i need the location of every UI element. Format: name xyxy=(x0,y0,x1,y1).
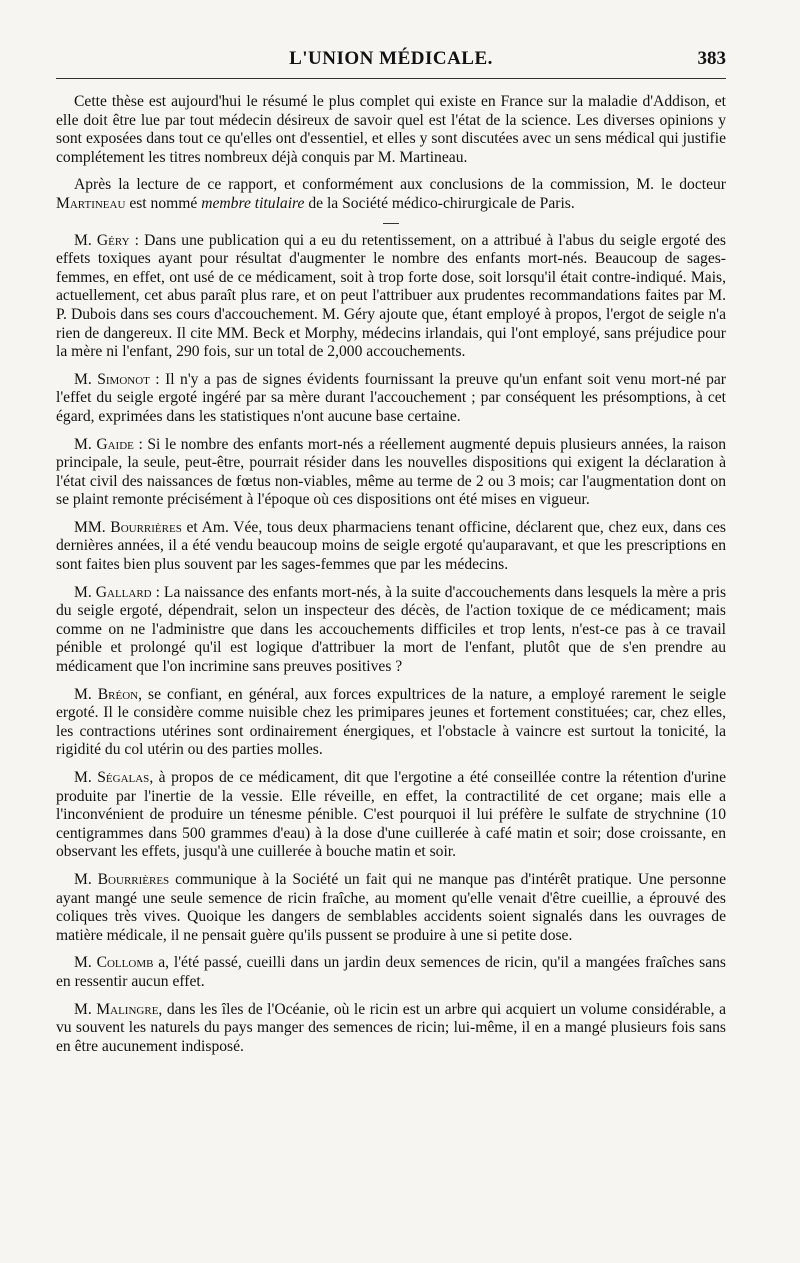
speaker-name: M. Géry xyxy=(74,231,130,249)
speaker-name: M. Gaide xyxy=(74,435,134,453)
paragraph-gery: M. Géry : Dans une publication qui a eu du retentissement, on a attribué à l'abus du seigle ergoté des effets toxiques ayant pour résultat d'augmenter le nombre des enfants mort-nés. Beaucoup de sages-femmes, en effet, ont usé de ce médicament, soit à trop forte dose, soit lorsqu'il était contre-indiqué. Mais, actuellement, cet abus paraît plus rare, et on peut l'attribuer aux prudentes recommandations faites par M. P. Dubois dans ses cours d'accouchement. M. Géry ajoute que, étant employé à propos, l'ergot de seigle n'a rien de dangereux. Il cite MM. Beck et Morphy, médecins irlandais, qui l'ont employé, sans préjudice pour la mère ni l'enfant, 290 fois, sur un total de 2,000 accouchements. xyxy=(56,231,726,361)
paragraph-nomination: Après la lecture de ce rapport, et conformément aux conclusions de la commission, M. le docteur Martineau est nommé membre titulaire de la Société médico-chirurgicale de Paris. xyxy=(56,176,726,212)
speaker-name: M. Gallard xyxy=(74,583,152,601)
paragraph-segalas: M. Ségalas, à propos de ce médicament, dit que l'ergotine a été conseillée contre la rétention d'urine produite par l'inertie de la vessie. Elle réveille, en effet, la contractilité de cet organe; mais elle a l'inconvénient de produire un ténesme pénible. C'est pourquoi il lui préfère le sulfate de strychnine (10 centigrammes dans 500 grammes d'eau) à la dose d'une cuillerée à café matin et soir; dose croissante, en observant les effets, jusqu'à une cuillerée à bouche matin et soir. xyxy=(56,769,727,861)
speaker-name: MM. Bourrières xyxy=(74,518,182,536)
speaker-name: Martineau xyxy=(56,194,126,212)
paragraph-bourrieres-ricin: M. Bourrières communique à la Société un fait qui ne manque pas d'intérêt pratique. Une personne ayant mangé une seule semence de ricin fraîche, au moment qu'elle venait d'être cueillie, a éprouvé des coliques très vives. Quoique les dangers de semblables accidents soient signalés dans les ouvrages de matière médicale, il ne pensait guère qu'ils pussent se produire à une si petite dose. xyxy=(56,870,727,944)
speaker-name: M. Ségalas xyxy=(74,769,150,786)
paragraph-collomb: M. Collomb a, l'été passé, cueilli dans un jardin deux semences de ricin, qu'il a mangées fraîches sans en ressentir aucun effet. xyxy=(56,954,726,990)
speaker-name: M. Bourrières xyxy=(74,870,170,888)
speaker-name: M. Bréon xyxy=(74,685,139,703)
running-title: L'UNION MÉDICALE. xyxy=(289,48,493,69)
paragraph-simonot: M. Simonot : Il n'y a pas de signes évidents fournissant la preuve qu'un enfant soit venu mort-né par l'effet du seigle ergoté ingéré par sa mère durant l'accouchement ; par conséquent les présomptions, à cet égard, exprimées dans les statistiques n'ont aucune base certaine. xyxy=(56,370,726,425)
page-header xyxy=(56,42,726,70)
paragraph-thesis-summary: Cette thèse est aujourd'hui le résumé le plus complet qui existe en France sur la maladie d'Addison, et elle doit être lue par tout médecin désireux de savoir quel est l'état de la science. Les diverses opinions y sont exposées dans tout ce qu'elles ont d'essentiel, et elles y sont discutées avec un sens médical qui justifie complétement les titres nombreux déjà conquis par M. Martineau. xyxy=(56,93,726,166)
paragraph-malingre: M. Malingre, dans les îles de l'Océanie, où le ricin est un arbre qui acquiert un volume considérable, a vu souvent les naturels du pays manger des semences de ricin; lui-même, il en a mangé plusieurs fois sans en être aucunement indisposé. xyxy=(56,1000,726,1055)
paragraph-gallard: M. Gallard : La naissance des enfants mort-nés, à la suite d'accouchements dans lesquels la mère a pris du seigle ergoté, dépendrait, selon un inspecteur des décès, de l'action toxique de ce médicament; mais comme on ne l'administre que dans les accouchements difficiles et trop lents, n'est-ce pas à ce travail pénible et prolongé qu'il est logique d'attribuer la mort de l'enfant, plutôt que de s'en prendre au médicament que l'on incrimine sans preuves positives ? xyxy=(56,583,727,676)
section-separator xyxy=(383,223,399,224)
paragraph-gaide: M. Gaide : Si le nombre des enfants mort-nés a réellement augmenté depuis plusieurs années, la raison principale, la seule, peut-être, pourrait résider dans les nouvelles dispositions qui exigent la déclaration à l'état civil des naissances de fœtus non-viables, même au terme de 2 ou 3 mois; car l'augmentation dont on se plaint remonte précisément à l'époque où ces dispositions ont été mises en vigueur. xyxy=(56,435,726,509)
paragraph-bourrieres-vee: MM. Bourrières et Am. Vée, tous deux pharmaciens tenant officine, déclarent que, chez eux, dans ces dernières années, il a été vendu beaucoup moins de seigle ergoté qu'auparavant, et que les prescriptions en sont faites bien plus souvent par les sages-femmes que par les médecins. xyxy=(56,518,727,574)
header-rule xyxy=(56,78,726,79)
speaker-name: M. Collomb xyxy=(74,954,154,972)
paragraph-breon: M. Bréon, se confiant, en général, aux forces expultrices de la nature, a employé rarement le seigle ergoté. Il le considère comme nuisible chez les primipares jeunes et fortement constituées; car, chez elles, les contractions utérines sont ordinairement énergiques, et l'obstacle à vaincre est surtout la tonicité, la rigidité du col utérin ou des parties molles. xyxy=(56,685,726,759)
emphasis-text: membre titulaire xyxy=(201,194,305,212)
page-number: 383 xyxy=(697,48,726,69)
speaker-name: M. Simonot xyxy=(74,370,150,388)
speaker-name: M. Malingre xyxy=(74,1000,159,1018)
